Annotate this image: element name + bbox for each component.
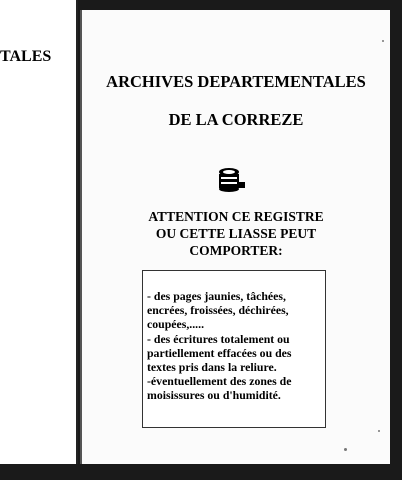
right-page [80, 10, 390, 464]
left-page [0, 0, 78, 464]
warning-line: moisissures ou d'humidité. [147, 388, 281, 403]
attention-line-3: COMPORTER: [189, 243, 283, 258]
paper-speck [378, 430, 380, 432]
attention-line-2: OU CETTE LIASSE PEUT [155, 226, 317, 241]
archives-title-line1: ARCHIVES DEPARTEMENTALES [106, 72, 366, 91]
attention-line-1: ATTENTION CE REGISTRE [148, 209, 324, 224]
warning-line: coupées,..... [147, 317, 205, 332]
attention-heading [82, 208, 390, 259]
warning-line: encrées, froissées, déchirées, [147, 303, 289, 318]
warning-line: -éventuellement des zones de [147, 374, 292, 389]
left-page-title-fragment: TALES [0, 48, 52, 65]
paper-speck [382, 40, 384, 42]
warning-list [147, 289, 291, 403]
warning-line: - des écritures totalement ou [147, 331, 290, 346]
warning-box [142, 270, 326, 428]
warning-line: textes pris dans la reliure. [147, 360, 277, 375]
warning-line: partiellement effacées ou des [147, 345, 292, 360]
archive-reel-icon [212, 162, 248, 198]
warning-line: - des pages jaunies, tâchées, [147, 289, 286, 303]
archives-title-line2: DE LA CORREZE [168, 110, 304, 129]
paper-speck [344, 448, 347, 451]
